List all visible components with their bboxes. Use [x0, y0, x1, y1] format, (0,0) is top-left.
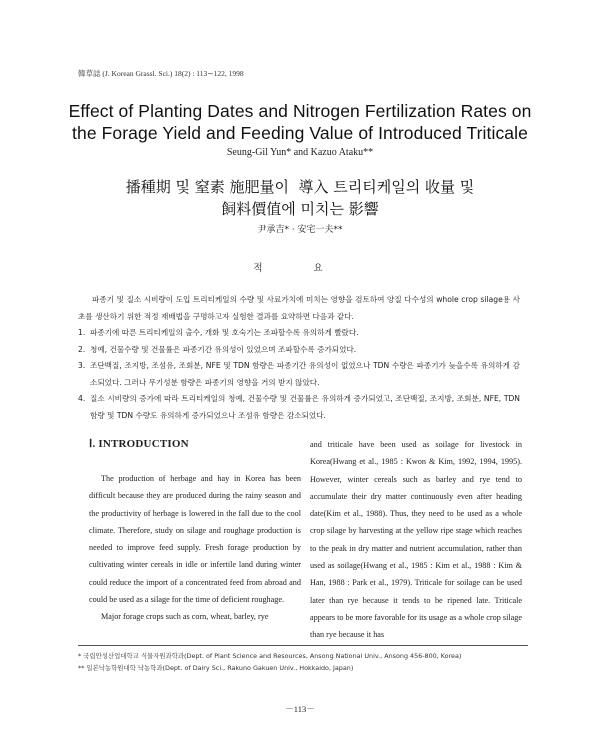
- korean-title-line-1: 播種期 및 窒素 施肥量이 導入 트리티케일의 收量 및: [125, 178, 475, 196]
- english-title-line-2: the Forage Yield and Feeding Value of Introduced Triticale: [72, 123, 528, 143]
- abstract-item-number: 3.: [78, 361, 86, 370]
- korean-abstract: [78, 292, 520, 424]
- abstract-item-text: 파종기에 따른 트리티케일의 출수, 개화 및 호숙기는 조파할수록 유의하게 빨랐다.: [90, 328, 359, 337]
- footnotes: [78, 645, 528, 674]
- abstract-item-number: 2.: [78, 344, 86, 354]
- abstract-item-number: 1.: [78, 328, 86, 337]
- abstract-item-text: 조단백질, 조지방, 조섬유, 조회분, NFE 및 TDN 함량은 파종기간 유의성이 없었으나 TDN 수량은 파종기가 늦을수록 유의하게 감소되었다. 그러나 무기성분 함량은 파종기의 영향을 거의 받지 않았다.: [90, 361, 520, 387]
- abstract-item-text: 청예, 건물수량 및 건물률은 파종기간 유의성이 있었으며 조파할수록 증가되었다.: [90, 344, 357, 354]
- journal-reference: 韓草誌 (J. Korean Grassl. Sci.) 18(2) : 113∼122, 1998: [78, 69, 244, 78]
- abstract-item: [78, 358, 520, 391]
- korean-title-line-2: 飼料價值에 미치는 影響: [221, 200, 379, 218]
- abstract-item-text: 질소 시비량의 증가에 따라 트리티케일의 청예, 건물수량 및 건물률은 유의하게 증가되었고, 조단백질, 조지방, 조회분, NFE, TDN 함량 및 TDN 수량도 유의하게 증가되었으나 조섬유 함량은 감소되었다.: [90, 394, 520, 420]
- abstract-item: [78, 342, 520, 359]
- english-authors: Seung-Gil Yun* and Kazuo Ataku**: [226, 147, 374, 158]
- english-title: [40, 100, 560, 144]
- right-column: [310, 436, 522, 644]
- intro-paragraph-2: Major forage crops such as corn, wheat, barley, rye: [101, 612, 269, 622]
- footnote-affiliation-1: * 국립안성산업대학교 식물자원과학과(Dept. of Plant Science and Resources, Ansong National Univ., Ansong 456-800, Korea): [78, 652, 462, 660]
- abstract-heading: 적 요: [253, 263, 347, 274]
- abstract-item: [78, 325, 520, 342]
- korean-title: [40, 176, 560, 220]
- abstract-item-number: 4.: [78, 394, 86, 403]
- footnote-affiliation-2: ** 일본낙농학원대학 낙농학과(Dept. of Dairy Sci., Rakuno Gakuen Univ., Hokkaido, Japan): [78, 664, 354, 672]
- english-title-line-1: Effect of Planting Dates and Nitrogen Fertilization Rates on: [68, 101, 532, 121]
- intro-paragraph-1: The production of herbage and hay in Korea has been difficult because they are produced during the rainy season and the productivity of herbage is lowered in the fall due to the cool climate. Therefore, study on silage and roughage production is needed to improve feed supply. Fresh forage production by cultivating winter cereals in idle or infertile land during winter could reduce the import of a concentrated feed from abroad and could be used as a silage for the time of deficient roughage.: [89, 474, 301, 605]
- page-number: －113－: [285, 704, 315, 714]
- abstract-list: [78, 325, 520, 424]
- korean-authors: 尹承吉* · 安宅一夫**: [257, 225, 343, 235]
- intro-paragraph-continued: and triticale have been used as soilage for livestock in Korea(Hwang et al., 1985 : Kwon & Kim, 1992, 1994, 1995). However, winter cereals such as barley and rye tend to accumulate their dry matter continuously even after heading date(Kim et al., 1988). Thus, they need to be used as a whole crop silage by harvesting at the yellow ripe stage which reaches to the peak in dry matter and nutrient accumulation, rather than used as soilage(Hwang et al., 1985 : Kim et al., 1988 : Kim & Han, 1988 : Park et al., 1979). Triticale for soilage can be used later than rye because it tends to be ripened late. Triticale appears to be more favorable for its usage as a whole crop silage than rye because it has: [310, 440, 522, 640]
- abstract-item: [78, 391, 520, 424]
- abstract-intro: 파종기 및 질소 시비량이 도입 트리티케일의 수량 및 사료가치에 미치는 영향을 검토하여 양질 다수성의 whole crop silage용 사초를 생산하기 위한 적정 재배법을 구명하고자 실험한 결과를 요약하면 다음과 같다.: [78, 295, 520, 321]
- left-column: [89, 436, 301, 626]
- section-heading-introduction: Ⅰ. INTRODUCTION: [89, 438, 189, 450]
